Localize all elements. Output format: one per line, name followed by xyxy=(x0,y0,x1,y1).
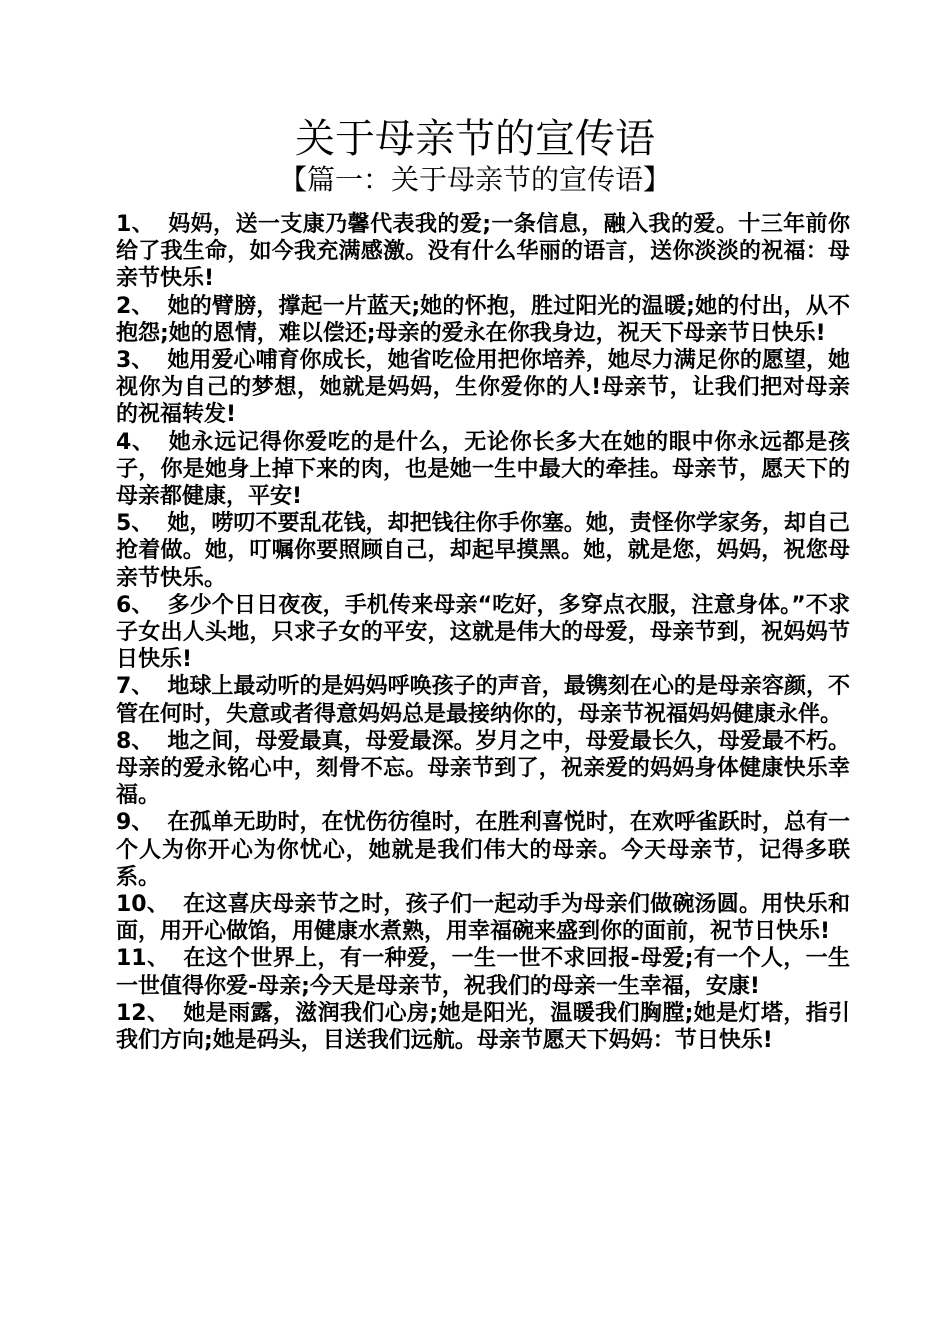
item-text: 地之间，母爱最真，母爱最深。岁月之中，母爱最长久，母爱最不朽。母亲的爱永铭心中，刻骨不忘。母亲节到了，祝亲爱的妈妈身体健康快乐幸福。 xyxy=(116,728,850,809)
item-text: 她用爱心哺育你成长，她省吃俭用把你培养，她尽力满足你的愿望，她视你为自己的梦想，她就是妈妈，生你爱你的人!母亲节，让我们把对母亲的祝福转发! xyxy=(116,348,850,428)
item-number: 8、 xyxy=(116,728,154,754)
list-item xyxy=(116,347,850,429)
list-item xyxy=(116,891,850,945)
list-item xyxy=(116,592,850,674)
list-item xyxy=(116,673,850,727)
list-item xyxy=(116,728,850,810)
item-number: 4、 xyxy=(116,429,155,455)
item-number: 12、 xyxy=(116,1000,170,1026)
item-number: 6、 xyxy=(116,592,154,618)
item-text: 妈妈，送一支康乃馨代表我的爱;一条信息，融入我的爱。十三年前你给了我生命，如今我充满感激。没有什么华丽的语言，送你淡淡的祝福：母亲节快乐! xyxy=(116,212,850,292)
item-text: 在孤单无助时，在忧伤彷徨时，在胜利喜悦时，在欢呼雀跃时，总有一个人为你开心为你忧心，她就是我们伟大的母亲。今天母亲节，记得多联系。 xyxy=(116,810,850,890)
slogan-list xyxy=(116,211,850,1054)
item-number: 3、 xyxy=(116,348,154,374)
item-text: 她永远记得你爱吃的是什么，无论你长多大在她的眼中你永远都是孩子，你是她身上掉下来的肉，也是她一生中最大的牵挂。母亲节，愿天下的母亲都健康，平安! xyxy=(116,429,850,510)
item-number: 2、 xyxy=(116,293,154,319)
item-number: 7、 xyxy=(116,674,154,700)
list-item xyxy=(116,945,850,999)
list-item xyxy=(116,211,850,293)
item-number: 1、 xyxy=(116,212,155,237)
list-item xyxy=(116,809,850,891)
item-text: 地球上最动听的是妈妈呼唤孩子的声音，最镌刻在心的是母亲容颜，不管在何时，失意或者得意妈妈总是最接纳你的，母亲节祝福妈妈健康永伴。 xyxy=(116,674,850,727)
item-text: 她是雨露，滋润我们心房;她是阳光，温暖我们胸膛;她是灯塔，指引我们方向;她是码头，目送我们远航。母亲节愿天下妈妈：节日快乐! xyxy=(116,1000,850,1054)
item-text: 她的臂膀，撑起一片蓝天;她的怀抱，胜过阳光的温暖;她的付出，从不抱怨;她的恩情，难以偿还;母亲的爱永在你我身边，祝天下母亲节日快乐! xyxy=(116,293,850,346)
item-number: 11、 xyxy=(116,946,170,972)
document-subtitle: 【篇一：关于母亲节的宣传语】 xyxy=(278,163,671,196)
item-text: 在这喜庆母亲节之时，孩子们一起动手为母亲们做碗汤圆。用快乐和面，用开心做馅，用健康水煮熟，用幸福碗来盛到你的面前，祝节日快乐! xyxy=(116,892,850,945)
item-text: 多少个日日夜夜，手机传来母亲“吃好，多穿点衣服，注意身体。”不求子女出人头地，只求子女的平安，这就是伟大的母爱，母亲节到，祝妈妈节日快乐! xyxy=(116,592,851,673)
document-title: 关于母亲节的宣传语 xyxy=(295,116,655,162)
list-item xyxy=(116,429,850,511)
list-item xyxy=(116,293,850,347)
item-number: 5、 xyxy=(116,511,154,537)
item-number: 9、 xyxy=(116,810,154,836)
list-item xyxy=(116,510,850,592)
item-number: 10、 xyxy=(116,892,170,918)
item-text: 在这个世界上，有一种爱，一生一世不求回报-母爱;有一个人，一生一世值得你爱-母亲;今天是母亲节，祝我们的母亲一生幸福，安康! xyxy=(116,946,850,999)
list-item xyxy=(116,1000,850,1054)
item-text: 她，唠叨不要乱花钱，却把钱往你手你塞。她，责怪你学家务，却自己抢着做。她，叮嘱你要照顾自己，却起早摸黑。她，就是您，妈妈，祝您母亲节快乐。 xyxy=(116,511,850,591)
